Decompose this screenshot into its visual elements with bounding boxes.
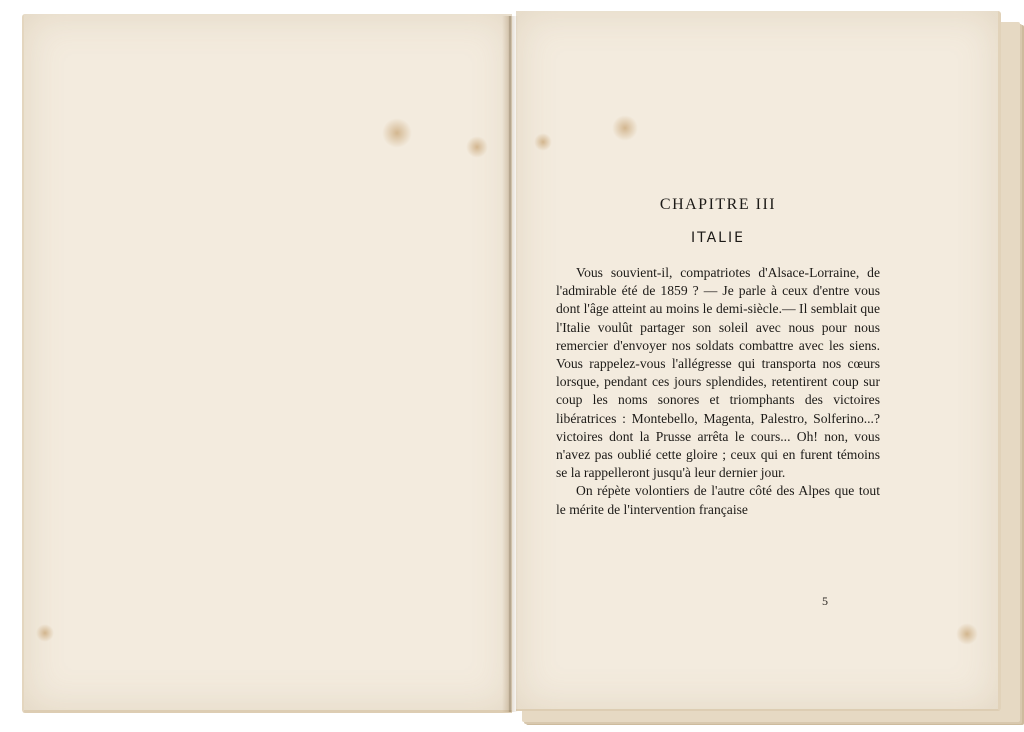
left-page — [22, 14, 512, 713]
book-gutter — [502, 16, 518, 712]
section-title: ITALIE — [691, 230, 745, 246]
paragraph: On répète volontiers de l'autre côté des Alpes que tout le mérite de l'intervention française — [556, 483, 880, 517]
foxing-spot — [956, 623, 978, 645]
chapter-title: CHAPITRE III — [659, 196, 777, 213]
foxing-spot — [466, 136, 488, 158]
page-text-block — [556, 196, 880, 519]
paragraph: Vous souvient-il, compatriotes d'Alsace-Lorraine, de l'admirable été de 1859 ? — Je parle à ceux d'entre vous dont l'âge atteint au moins le demi-siècle.— Il semblait que l'Italie voulût partager son soleil avec nous pour nous remercier d'envoyer nos soldats combattre avec les siens. Vous rappelez-vous l'allégresse qui transporta nos cœurs lorsque, pendant ces jours splendides, retentirent coup sur coup les noms sonores et triomphants des victoires libératrices : Montebello, Magenta, Palestro, Solferino...? victoires dont la Prusse arrêta le cours... Oh! non, vous n'avez pas oublié cette gloire ; ceux qui en furent témoins se la rappelleront jusqu'à leur dernier jour. — [556, 265, 880, 481]
foxing-spot — [382, 118, 412, 148]
foxing-spot — [612, 115, 638, 141]
page-number: 5 — [822, 594, 828, 608]
foxing-spot — [36, 624, 54, 642]
foxing-spot — [534, 133, 552, 151]
body-text — [556, 264, 880, 519]
